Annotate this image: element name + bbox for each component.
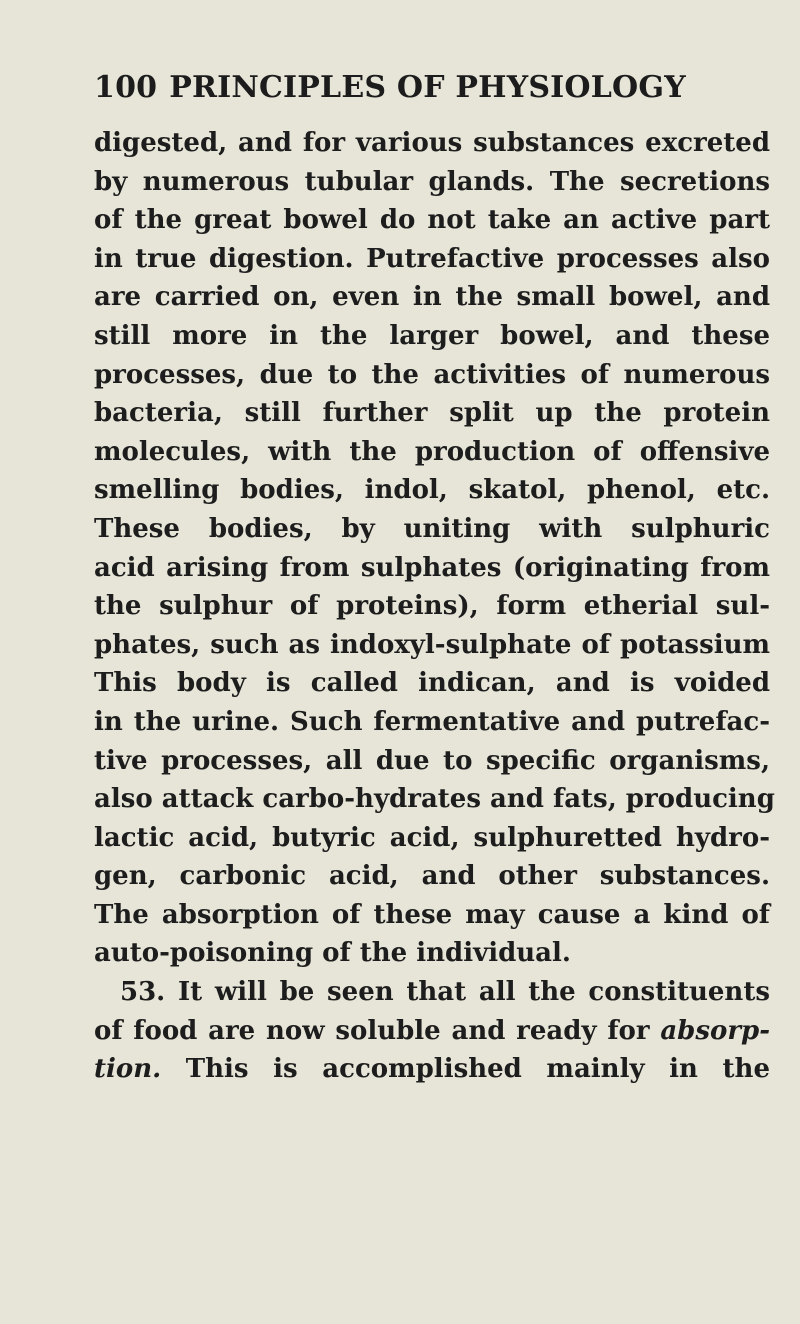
paragraph-53-line-2-text: of food are now soluble and ready for [94, 1015, 661, 1046]
text-line: smelling bodies, indol, skatol, phenol, etc. [94, 475, 770, 506]
text-line: by numerous tubular glands. The secretions [94, 166, 770, 197]
text-line: acid arising from sulphates (originating from [94, 552, 770, 583]
paragraph-53-line-3 [94, 1050, 770, 1089]
text-line: digested, and for various substances excreted [94, 128, 770, 158]
text-line: in true digestion. Putrefactive processes also [94, 243, 770, 274]
text-line: bacteria, still further split up the protein [94, 398, 770, 429]
page-number: 100 [94, 70, 158, 105]
text-line: The absorption of these may cause a kind of [94, 899, 770, 930]
text-line: auto-poisoning of the individual. [94, 938, 571, 969]
text-line: tive processes, all due to specific organisms, [94, 745, 770, 776]
text-line: the sulphur of proteins), form etherial sul- [94, 591, 770, 622]
text-line: These bodies, by uniting with sulphuric [94, 513, 770, 544]
text-line: in the urine. Such fermentative and putrefac- [94, 706, 770, 737]
paragraph-53-line-3-text: This is accomplished mainly in the [161, 1054, 770, 1085]
text-line: molecules, with the production of offensive [94, 436, 770, 467]
text-line: phates, such as indoxyl-sulphate of potassium [94, 629, 770, 660]
text-line: of the great bowel do not take an active part [94, 205, 770, 236]
text-line: are carried on, even in the small bowel, and [94, 282, 770, 313]
text-line: also attack carbo-hydrates and fats, producing [94, 784, 775, 815]
text-line: gen, carbonic acid, and other substances. [94, 861, 770, 892]
paragraph-53-line-2 [94, 1012, 770, 1051]
running-title: PRINCIPLES OF PHYSIOLOGY [169, 70, 686, 105]
body-text [94, 124, 775, 1089]
text-line: This body is called indican, and is voided [94, 668, 770, 699]
text-line: processes, due to the activities of numerous [94, 359, 770, 390]
text-line: still more in the larger bowel, and these [94, 320, 770, 351]
paragraph-53-line-1: 53. It will be seen that all the constituents [120, 977, 770, 1008]
running-header [94, 70, 686, 105]
emphasis-tion: tion. [94, 1054, 162, 1085]
text-line: lactic acid, butyric acid, sulphuretted hydro- [94, 822, 770, 853]
emphasis-absorp: absorp- [660, 1015, 770, 1046]
